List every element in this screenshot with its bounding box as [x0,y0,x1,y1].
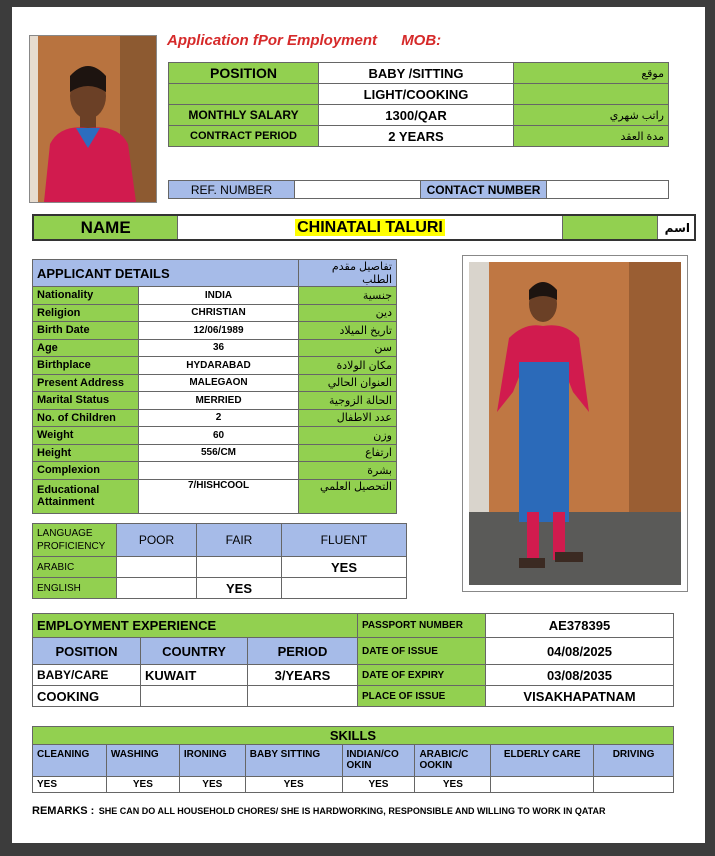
expiry-date-label: DATE OF EXPIRY [358,665,486,686]
applicant-row [33,392,397,410]
skill-name: ELDERLY CARE [491,745,594,777]
skill-value: YES [106,777,179,793]
applicant-arabic: ارتفاع [299,444,397,462]
position-label: POSITION [169,63,319,84]
applicant-arabic: وزن [299,427,397,445]
english-poor [117,578,197,599]
portrait-image [30,36,156,202]
applicant-label: Height [33,444,139,462]
arabic-fluent: YES [282,557,407,578]
place-of-issue-label: PLACE OF ISSUE [358,686,486,707]
applicant-row [33,479,397,513]
applicant-arabic: سن [299,339,397,357]
ref-number-label: REF. NUMBER [169,181,295,199]
name-spacer [562,215,657,240]
language-poor-header: POOR [117,524,197,557]
place-of-issue-value: VISAKHAPATNAM [486,686,674,707]
applicant-label: Present Address [33,374,139,392]
applicant-label: Religion [33,304,139,322]
remarks [32,801,692,819]
applicant-value: 12/06/1989 [139,322,299,340]
english-fluent [282,578,407,599]
language-fair-header: FAIR [197,524,282,557]
salary-arabic: راتب شهري [514,105,669,126]
full-body-image [469,262,681,585]
language-heading: LANGUAGE PROFICIENCY [33,524,117,557]
language-table [32,523,407,599]
arabic-fair [197,557,282,578]
applicant-row [33,322,397,340]
name-arabic: اسم [657,215,695,240]
applicant-label: Nationality [33,287,139,305]
applicant-label: Birth Date [33,322,139,340]
position-value-1: BABY /SITTING [319,63,514,84]
applicant-label: Weight [33,427,139,445]
position-label-cont [169,84,319,105]
language-english: ENGLISH [33,578,117,599]
applicant-value: HYDARABAD [139,357,299,375]
experience-country: KUWAIT [141,665,248,686]
skill-value: YES [179,777,245,793]
full-body-photo [462,255,688,592]
arabic-poor [117,557,197,578]
experience-period: 3/YEARS [248,665,358,686]
expiry-date-value: 03/08/2035 [486,665,674,686]
issue-date-label: DATE OF ISSUE [358,638,486,665]
form-title [167,32,441,49]
portrait-photo [29,35,157,203]
name-label: NAME [33,215,178,240]
applicant-row [33,444,397,462]
applicant-arabic: التحصيل العلمي [299,479,397,513]
applicant-arabic: دين [299,304,397,322]
skill-value [491,777,594,793]
applicant-row [33,374,397,392]
name-table [32,214,696,241]
applicant-arabic: مكان الولادة [299,357,397,375]
contact-number-value [547,181,669,199]
applicant-heading-arabic: تفاصيل مقدم الطلب [299,260,397,287]
skill-value: YES [342,777,415,793]
english-fair: YES [197,578,282,599]
applicant-value: 60 [139,427,299,445]
experience-position-1: BABY/CARE [33,665,141,686]
applicant-value: 36 [139,339,299,357]
name-value: CHINATALI TALURI [297,218,443,236]
skill-name: CLEANING [33,745,107,777]
experience-country-2 [141,686,248,707]
salary-value: 1300/QAR [319,105,514,126]
applicant-arabic: تاريخ الميلاد [299,322,397,340]
passport-number-value: AE378395 [486,614,674,638]
experience-position-2: COOKING [33,686,141,707]
contact-number-label: CONTACT NUMBER [421,181,547,199]
position-arabic-cont [514,84,669,105]
applicant-arabic: جنسية [299,287,397,305]
contract-arabic: مدة العقد [514,126,669,147]
experience-heading: EMPLOYMENT EXPERIENCE [33,614,358,638]
applicant-details-table [32,259,397,514]
remarks-text: SHE CAN DO ALL HOUSEHOLD CHORES/ SHE IS HARDWORKING, RESPONSIBLE AND WILLING TO WORK IN QATAR [98,806,606,816]
title-text: Application fPor Employment [167,32,378,49]
language-fluent-header: FLUENT [282,524,407,557]
skill-name: ARABIC/C OOKIN [415,745,491,777]
applicant-label: Age [33,339,139,357]
ref-table [168,180,669,199]
applicant-label: Birthplace [33,357,139,375]
skills-heading: SKILLS [33,727,674,745]
applicant-value: MERRIED [139,392,299,410]
skill-value: YES [245,777,342,793]
salary-label: MONTHLY SALARY [169,105,319,126]
contract-label: CONTRACT PERIOD [169,126,319,147]
skills-table [32,726,674,793]
experience-period-2 [248,686,358,707]
experience-position-header: POSITION [33,638,141,665]
position-table [168,62,669,147]
application-form [12,7,705,843]
applicant-row [33,462,397,480]
applicant-label: No. of Children [33,409,139,427]
applicant-row [33,427,397,445]
applicant-value: CHRISTIAN [139,304,299,322]
applicant-row [33,339,397,357]
contract-value: 2 YEARS [319,126,514,147]
applicant-heading: APPLICANT DETAILS [33,260,299,287]
applicant-arabic: بشرة [299,462,397,480]
applicant-arabic: الحالة الزوجية [299,392,397,410]
issue-date-value: 04/08/2025 [486,638,674,665]
name-value-cell [178,215,562,240]
skill-value: YES [33,777,107,793]
skill-name: BABY SITTING [245,745,342,777]
remarks-label: REMARKS : [32,805,95,817]
position-arabic: موقع [514,63,669,84]
applicant-value: INDIA [139,287,299,305]
applicant-arabic: عدد الاطفال [299,409,397,427]
applicant-value: 2 [139,409,299,427]
ref-number-value [295,181,421,199]
applicant-row [33,409,397,427]
skill-name: WASHING [106,745,179,777]
applicant-label: Marital Status [33,392,139,410]
experience-passport-table [32,613,674,707]
language-arabic: ARABIC [33,557,117,578]
skill-value [594,777,674,793]
applicant-row [33,357,397,375]
passport-number-label: PASSPORT NUMBER [358,614,486,638]
skill-name: DRIVING [594,745,674,777]
experience-country-header: COUNTRY [141,638,248,665]
skill-name: INDIAN/CO OKIN [342,745,415,777]
applicant-label: Educational Attainment [33,479,139,513]
skill-value: YES [415,777,491,793]
applicant-value: 7/HISHCOOL [139,479,299,513]
position-value-2: LIGHT/COOKING [319,84,514,105]
applicant-row [33,304,397,322]
skill-name: IRONING [179,745,245,777]
applicant-row [33,287,397,305]
applicant-arabic: العنوان الحالي [299,374,397,392]
experience-period-header: PERIOD [248,638,358,665]
applicant-value: MALEGAON [139,374,299,392]
applicant-value [139,462,299,480]
applicant-label: Complexion [33,462,139,480]
applicant-value: 556/CM [139,444,299,462]
mob-label: MOB: [401,32,442,49]
